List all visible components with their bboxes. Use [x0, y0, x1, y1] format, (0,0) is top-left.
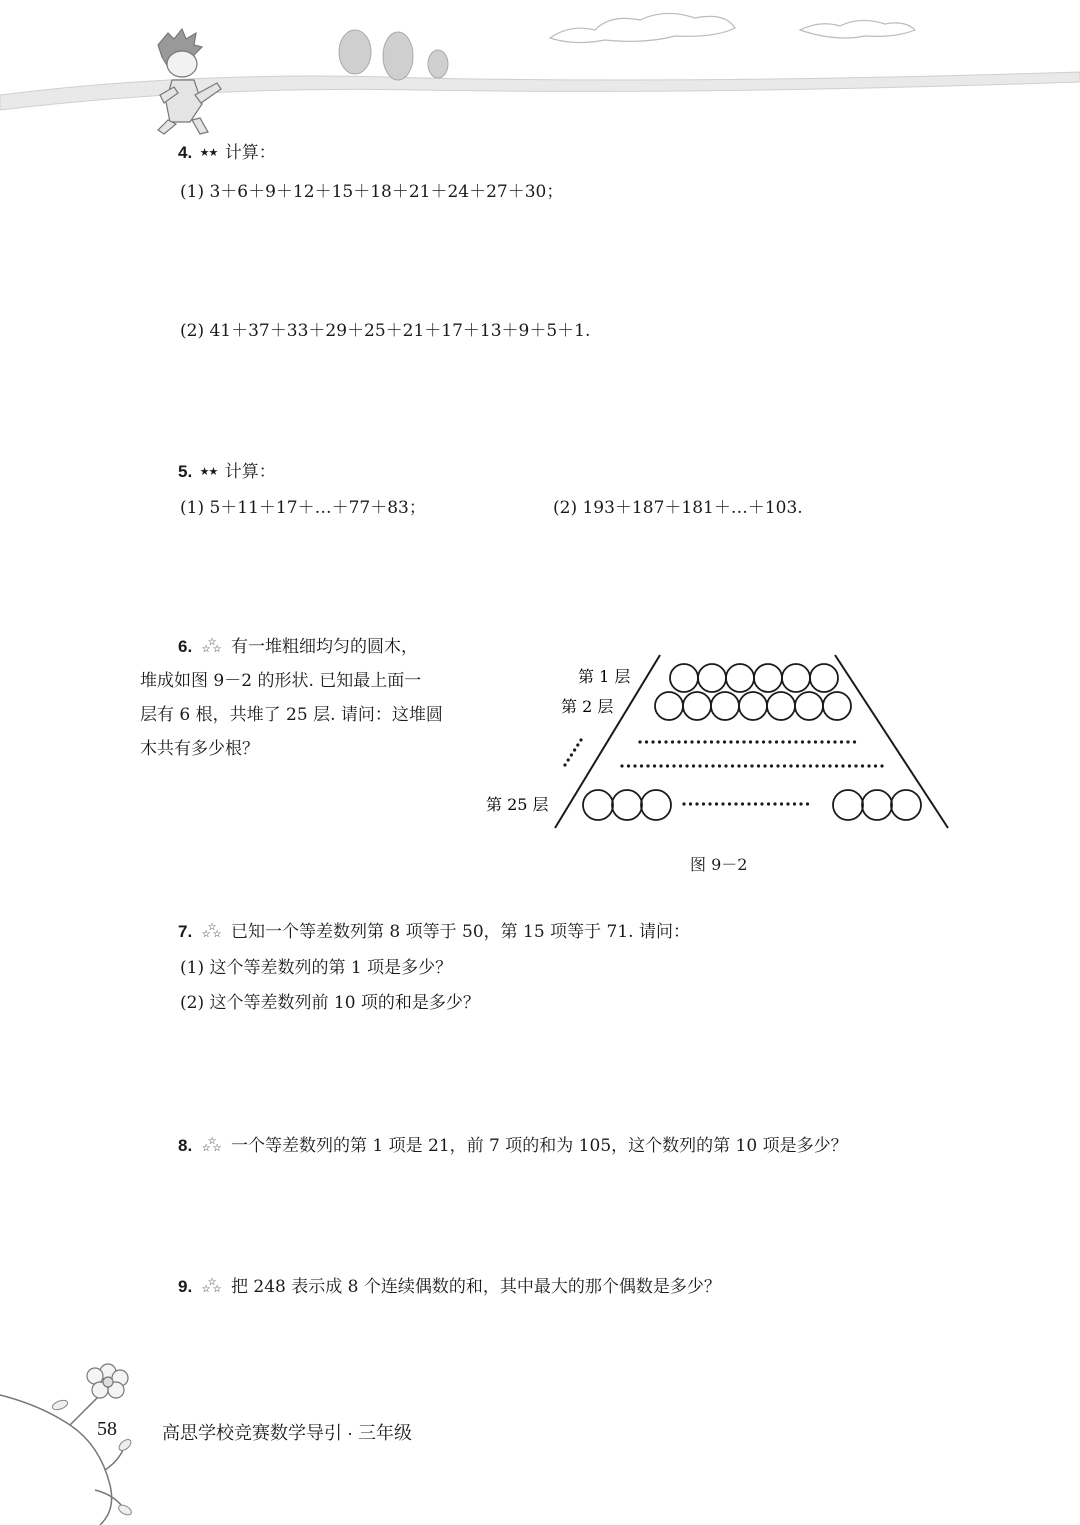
- dot-mark: [749, 740, 752, 743]
- dot-mark: [715, 802, 718, 805]
- dot-mark: [576, 743, 579, 746]
- dot-mark: [698, 764, 701, 767]
- dot-mark: [627, 764, 630, 767]
- dot-mark: [672, 764, 675, 767]
- dot-mark: [820, 740, 823, 743]
- dot-mark: [563, 763, 566, 766]
- dot-mark: [721, 802, 724, 805]
- problem-number: 6.: [178, 637, 193, 656]
- dot-mark: [833, 740, 836, 743]
- problem-number: 9.: [178, 1277, 193, 1296]
- header-trees: [339, 30, 448, 80]
- dot-mark: [763, 764, 766, 767]
- dot-mark: [874, 764, 877, 767]
- problem-9-text: 把 248 表示成 8 个连续偶数的和，其中最大的那个偶数是多少？: [231, 1277, 721, 1297]
- problem-4-item-2: (2) 41＋37＋33＋29＋25＋21＋17＋13＋9＋5＋1.: [180, 321, 591, 341]
- problem-label: 计算：: [224, 462, 276, 482]
- dot-mark: [723, 740, 726, 743]
- dot-mark: [773, 802, 776, 805]
- problem-7-item-2: (2) 这个等差数列前 10 项的和是多少？: [180, 993, 480, 1013]
- dot-mark: [794, 740, 797, 743]
- dot-mark: [867, 764, 870, 767]
- two-black-stars-icon: ★★: [199, 465, 218, 478]
- layer-25-logs: [583, 790, 921, 820]
- dot-mark: [567, 758, 570, 761]
- dot-mark: [666, 764, 669, 767]
- dot-mark: [781, 740, 784, 743]
- dot-mark: [653, 764, 656, 767]
- diagonal-dots: [563, 738, 582, 766]
- dot-mark: [741, 802, 744, 805]
- dot-mark: [853, 740, 856, 743]
- problem-6-line-1: 6. ☆ ☆ ☆ 有一堆粗细均匀的圆木，: [178, 637, 418, 657]
- header-clouds: [550, 13, 915, 42]
- problem-number: 7.: [178, 922, 193, 941]
- problem-5-item-1: (1) 5＋11＋17＋…＋77＋83；: [180, 498, 426, 518]
- dot-mark: [789, 764, 792, 767]
- dot-mark: [728, 802, 731, 805]
- header-hill: [0, 72, 1080, 110]
- dot-mark: [677, 740, 680, 743]
- dot-mark: [880, 764, 883, 767]
- problem-9-heading: [178, 1272, 721, 1297]
- dot-mark: [750, 764, 753, 767]
- dot-mark: [679, 764, 682, 767]
- dot-mark: [724, 764, 727, 767]
- dot-mark: [711, 764, 714, 767]
- dot-mark: [848, 764, 851, 767]
- layer-2-label: 第 2 层: [561, 697, 614, 716]
- dot-mark: [684, 740, 687, 743]
- dot-mark: [755, 740, 758, 743]
- dot-mark: [729, 740, 732, 743]
- dot-mark: [736, 740, 739, 743]
- dot-mark: [689, 802, 692, 805]
- dot-mark: [802, 764, 805, 767]
- problem-7-item-1: (1) 这个等差数列的第 1 项是多少？: [180, 958, 453, 978]
- dot-mark: [664, 740, 667, 743]
- three-hollow-stars-icon: ☆ ☆ ☆: [201, 637, 222, 655]
- header-decoration: [0, 0, 1080, 140]
- dot-mark: [841, 764, 844, 767]
- dot-mark: [846, 740, 849, 743]
- dot-mark: [633, 764, 636, 767]
- dot-mark: [754, 802, 757, 805]
- dot-mark: [760, 802, 763, 805]
- dot-mark: [747, 802, 750, 805]
- dot-mark: [768, 740, 771, 743]
- problem-6-line-4: 木共有多少根？: [140, 739, 259, 759]
- dot-mark: [658, 740, 661, 743]
- dot-mark: [770, 764, 773, 767]
- dot-mark: [776, 764, 779, 767]
- dot-mark: [742, 740, 745, 743]
- dot-mark: [861, 764, 864, 767]
- dot-mark: [788, 740, 791, 743]
- dot-mark: [570, 753, 573, 756]
- three-hollow-stars-icon: ☆ ☆ ☆: [201, 922, 222, 940]
- dot-mark: [671, 740, 674, 743]
- dot-mark: [710, 740, 713, 743]
- layer-1-label: 第 1 层: [578, 667, 631, 686]
- dot-mark: [835, 764, 838, 767]
- dot-mark: [682, 802, 685, 805]
- problem-6-line-3: 层有 6 根，共堆了 25 层. 请问：这堆圆: [140, 705, 443, 725]
- dot-mark: [780, 802, 783, 805]
- dot-mark: [828, 764, 831, 767]
- dot-mark: [783, 764, 786, 767]
- dot-mark: [692, 764, 695, 767]
- problem-4-heading: [178, 138, 276, 163]
- problem-label: 计算：: [224, 143, 276, 163]
- dot-row-b: [620, 764, 883, 767]
- figure-caption: 图 9－2: [690, 855, 748, 874]
- problem-5-heading: [178, 457, 276, 482]
- book-title: 高思学校竞赛数学导引 · 三年级: [162, 1423, 412, 1443]
- problem-number: 4.: [178, 143, 193, 162]
- dot-mark: [731, 764, 734, 767]
- layer-25-label: 第 25 层: [486, 795, 549, 814]
- three-hollow-stars-icon: ☆ ☆ ☆: [201, 1136, 222, 1154]
- problem-7-heading: [178, 917, 690, 942]
- dot-mark: [695, 802, 698, 805]
- dot-mark: [690, 740, 693, 743]
- dot-mark: [659, 764, 662, 767]
- layer-2-logs: [655, 692, 851, 720]
- problem-number: 5.: [178, 462, 193, 481]
- dot-mark: [809, 764, 812, 767]
- dot-mark: [638, 740, 641, 743]
- dot-mark: [685, 764, 688, 767]
- problem-4-item-1: (1) 3＋6＋9＋12＋15＋18＋21＋24＋27＋30；: [180, 182, 564, 202]
- dot-mark: [702, 802, 705, 805]
- dot-mark: [757, 764, 760, 767]
- dot-mark: [703, 740, 706, 743]
- dot-mark: [705, 764, 708, 767]
- dot-mark: [579, 738, 582, 741]
- dot-mark: [814, 740, 817, 743]
- problem-8-text: 一个等差数列的第 1 项是 21，前 7 项的和为 105，这个数列的第 10 项是多少？: [231, 1136, 848, 1156]
- dot-mark: [840, 740, 843, 743]
- three-hollow-stars-icon: ☆ ☆ ☆: [201, 1277, 222, 1295]
- figure-log-pile: [480, 648, 960, 848]
- dot-mark: [573, 748, 576, 751]
- dot-mark: [796, 764, 799, 767]
- dot-mark: [799, 802, 802, 805]
- dot-mark: [807, 740, 810, 743]
- problem-7-text: 已知一个等差数列第 8 项等于 50，第 15 项等于 71. 请问：: [231, 922, 690, 942]
- dot-mark: [806, 802, 809, 805]
- dot-mark: [697, 740, 700, 743]
- dot-mark: [793, 802, 796, 805]
- dot-mark: [786, 802, 789, 805]
- dot-mark: [815, 764, 818, 767]
- dot-mark: [645, 740, 648, 743]
- problem-8-heading: [178, 1131, 848, 1156]
- two-black-stars-icon: ★★: [199, 146, 218, 159]
- layer-1-logs: [670, 664, 838, 692]
- dot-mark: [640, 764, 643, 767]
- dot-mark: [775, 740, 778, 743]
- dot-mark: [646, 764, 649, 767]
- dot-mark: [744, 764, 747, 767]
- dot-mark: [801, 740, 804, 743]
- dot-mark: [854, 764, 857, 767]
- flower-icon: [87, 1364, 128, 1398]
- dot-mark: [708, 802, 711, 805]
- problem-number: 8.: [178, 1136, 193, 1155]
- dot-mark: [620, 764, 623, 767]
- dot-row-c: [682, 802, 809, 805]
- dot-mark: [716, 740, 719, 743]
- dot-row-a: [638, 740, 856, 743]
- dot-mark: [762, 740, 765, 743]
- problem-5-item-2: (2) 193＋187＋181＋…＋103.: [553, 498, 803, 518]
- dot-mark: [822, 764, 825, 767]
- dot-mark: [827, 740, 830, 743]
- page-number: 58: [97, 1418, 117, 1440]
- dot-mark: [651, 740, 654, 743]
- dot-mark: [734, 802, 737, 805]
- footer-flower-decoration: [0, 1350, 170, 1525]
- dot-mark: [767, 802, 770, 805]
- problem-6-line-2: 堆成如图 9－2 的形状. 已知最上面一: [140, 671, 422, 691]
- dot-mark: [737, 764, 740, 767]
- problem-6-text: [140, 630, 443, 766]
- dot-mark: [718, 764, 721, 767]
